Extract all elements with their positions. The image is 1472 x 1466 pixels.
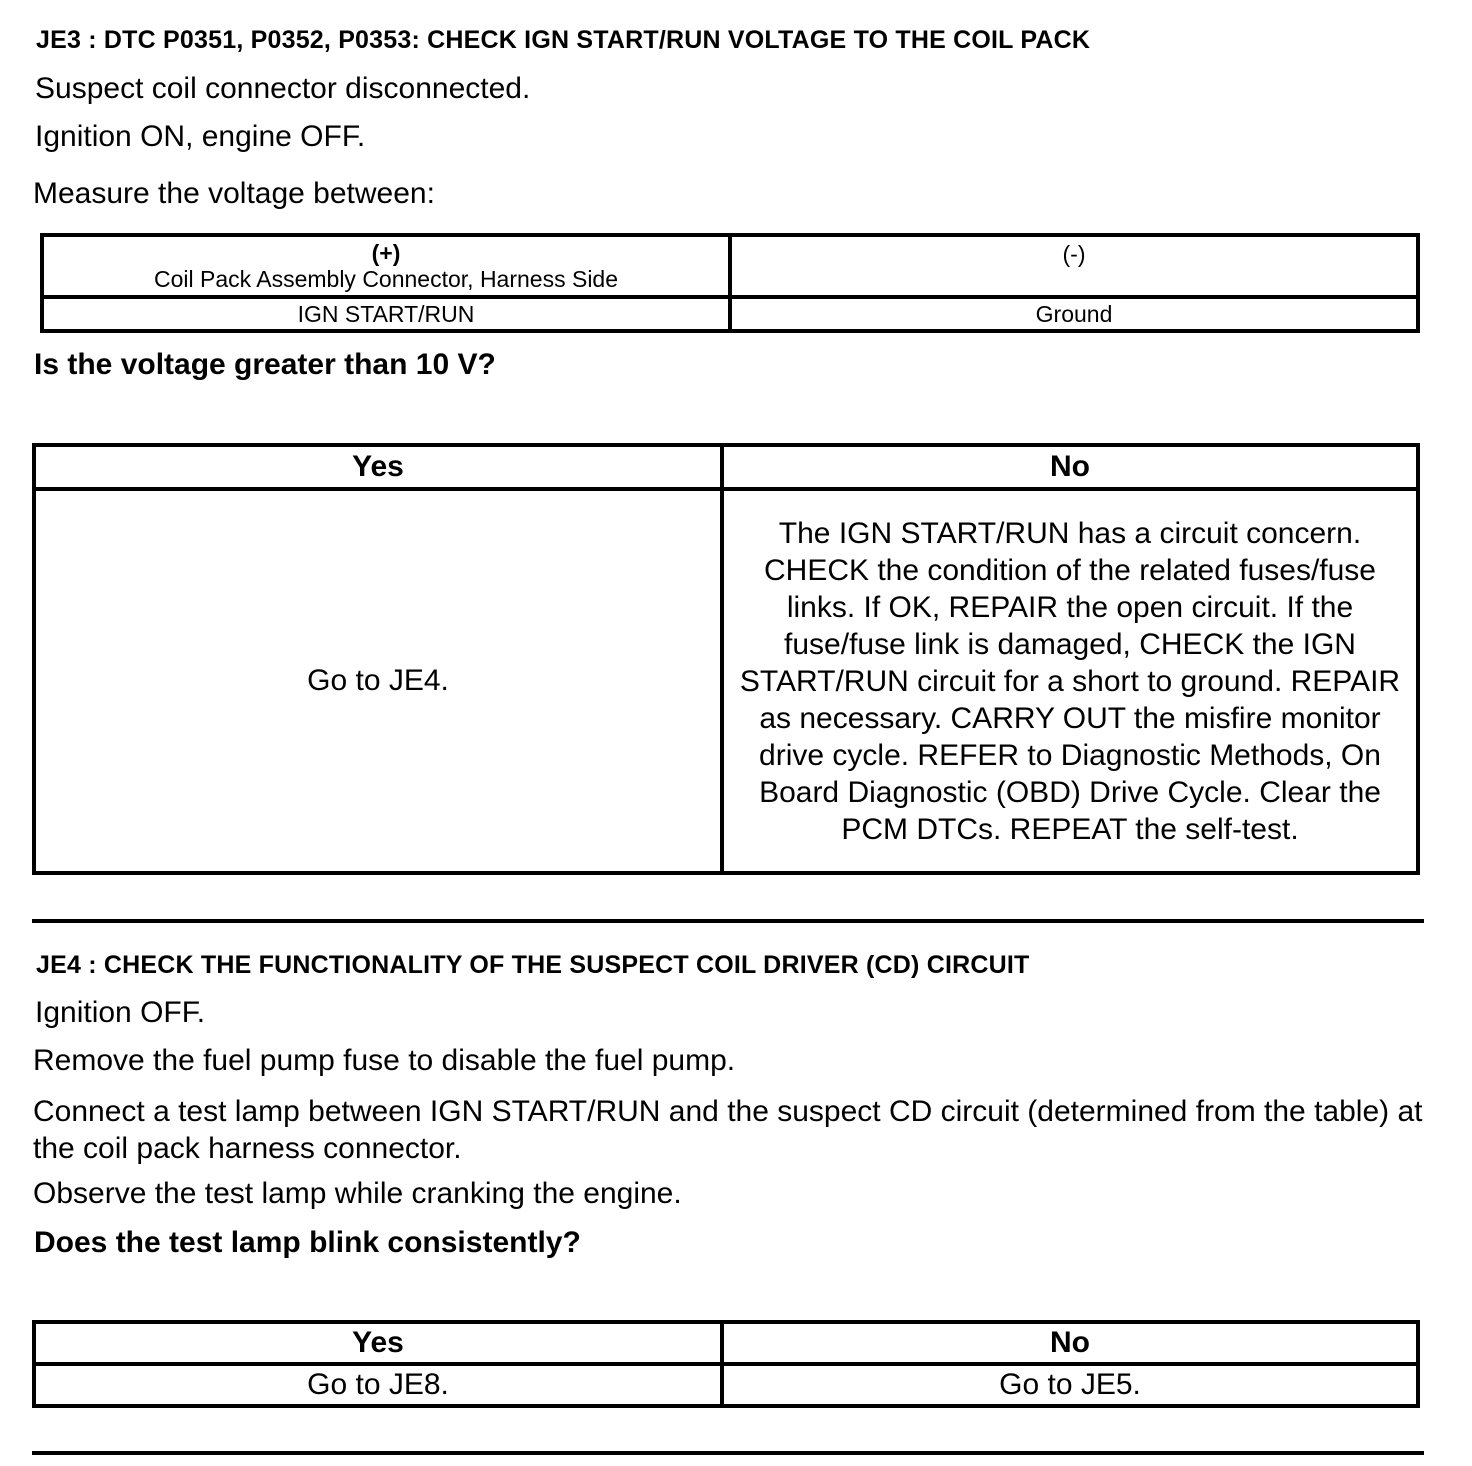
je4-step-1: Ignition OFF.	[35, 996, 206, 1029]
answer-body-row	[34, 489, 1418, 873]
je4-answer-table	[32, 1320, 1420, 1408]
answer-header-row	[34, 445, 1418, 489]
no-header: No	[722, 1322, 1418, 1364]
section-divider	[32, 1451, 1424, 1455]
yes-result: Go to JE8.	[34, 1364, 722, 1406]
yes-header: Yes	[34, 1322, 722, 1364]
yes-header: Yes	[34, 445, 722, 489]
je4-step-2: Remove the fuel pump fuse to disable the fuel pump.	[33, 1044, 736, 1077]
positive-lead-location: Coil Pack Assembly Connector, Harness Side	[153, 266, 619, 292]
no-result: The IGN START/RUN has a circuit concern. CHECK the condition of the related fuses/fuse links. If OK, REPAIR the open circuit. If the fuse/fuse link is damaged, CHECK the IGN START/RUN circuit for a short to ground. REPAIR as necessary. CARRY OUT the misfire monitor drive cycle. REFER to Diagnostic Methods, On Board Diagnostic (OBD) Drive Cycle. Clear the PCM DTCs. REPEAT the self-test.	[722, 489, 1418, 873]
je3-step-1: Suspect coil connector disconnected.	[35, 72, 531, 105]
answer-header-row	[34, 1322, 1418, 1364]
negative-lead-label: (-)	[1062, 241, 1086, 267]
section-divider	[32, 919, 1424, 923]
measure-header-row	[42, 235, 1418, 297]
positive-lead-value: IGN START/RUN	[42, 297, 730, 331]
je3-answer-table	[32, 443, 1420, 875]
je4-question: Does the test lamp blink consistently?	[34, 1226, 581, 1259]
je3-step-2: Ignition ON, engine OFF.	[35, 120, 366, 153]
answer-body-row	[34, 1364, 1418, 1406]
je4-step-4: Observe the test lamp while cranking the engine.	[33, 1177, 682, 1210]
positive-lead-cell	[42, 235, 730, 297]
negative-lead-value: Ground	[730, 297, 1418, 331]
measure-value-row	[42, 297, 1418, 331]
negative-lead-cell	[730, 235, 1418, 297]
no-result: Go to JE5.	[722, 1364, 1418, 1406]
je3-step-3: Measure the voltage between:	[33, 177, 435, 210]
yes-result: Go to JE4.	[34, 489, 722, 873]
je3-heading: JE3 : DTC P0351, P0352, P0353: CHECK IGN START/RUN VOLTAGE TO THE COIL PACK	[36, 26, 1091, 54]
je4-step-3: Connect a test lamp between IGN START/RUN and the suspect CD circuit (determined from the table) at the coil pack harness connector.	[33, 1095, 1423, 1165]
no-header: No	[722, 445, 1418, 489]
je4-heading: JE4 : CHECK THE FUNCTIONALITY OF THE SUSPECT COIL DRIVER (CD) CIRCUIT	[36, 951, 1030, 979]
je3-measure-table	[40, 233, 1420, 333]
positive-lead-label: (+)	[371, 240, 401, 266]
je3-question: Is the voltage greater than 10 V?	[34, 348, 496, 381]
